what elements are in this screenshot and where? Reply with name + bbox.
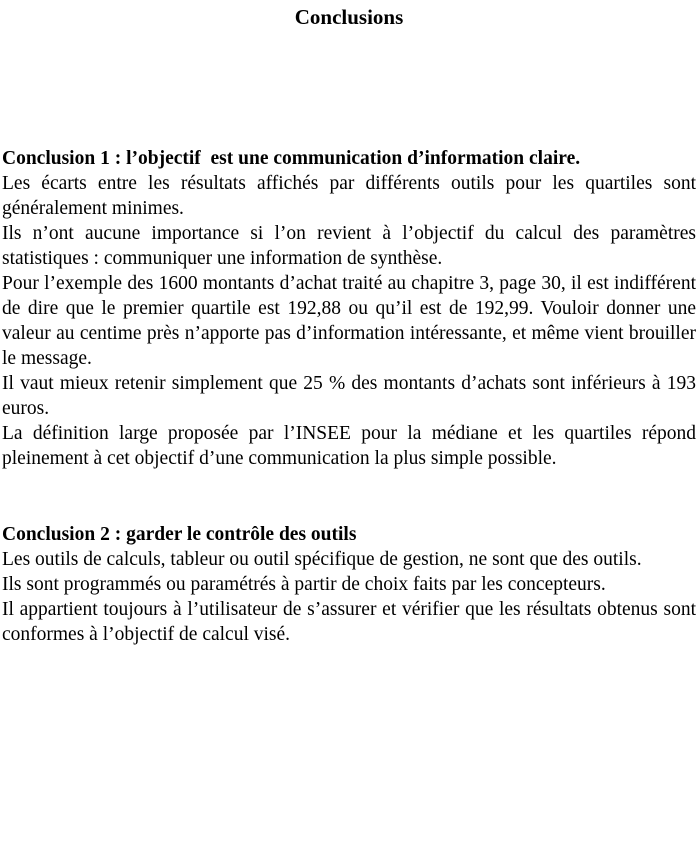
section-2-heading: Conclusion 2 : garder le contrôle des outils (2, 524, 357, 545)
section-2-paragraph-1: Les outils de calculs, tableur ou outil spécifique de gestion, ne sont que des outils. (2, 549, 642, 570)
section-1-paragraph-5: La définition large proposée par l’INSEE pour la médiane et les quartiles répond pleinement à cet objectif d’une communication la plus simple possible. (2, 423, 696, 469)
document-title: Conclusions (294, 5, 404, 29)
section-2-paragraph-3: Il appartient toujours à l’utilisateur de s’assurer et vérifier que les résultats obtenus sont conformes à l’objectif de calcul visé. (2, 599, 696, 645)
section-1-paragraph-1: Les écarts entre les résultats affichés par différents outils pour les quartiles sont généralement minimes. (2, 173, 696, 219)
section-1-paragraph-2: Ils n’ont aucune importance si l’on revient à l’objectif du calcul des paramètres statistiques : communiquer une information de synthèse. (2, 223, 696, 269)
section-1-paragraph-4: Il vaut mieux retenir simplement que 25 % des montants d’achats sont inférieurs à 193 euros. (2, 373, 696, 419)
section-2-paragraph-2: Ils sont programmés ou paramétrés à partir de choix faits par les concepteurs. (2, 574, 606, 595)
section-1-heading: Conclusion 1 : l’objectif est une communication d’information claire. (2, 148, 581, 169)
section-1-paragraph-3: Pour l’exemple des 1600 montants d’achat traité au chapitre 3, page 30, il est indifférent de dire que le premier quartile est 192,88 ou qu’il est de 192,99. Vouloir donner une valeur au centime près n’apporte pas d’information intéressante, et même vient brouiller le message. (2, 273, 696, 369)
